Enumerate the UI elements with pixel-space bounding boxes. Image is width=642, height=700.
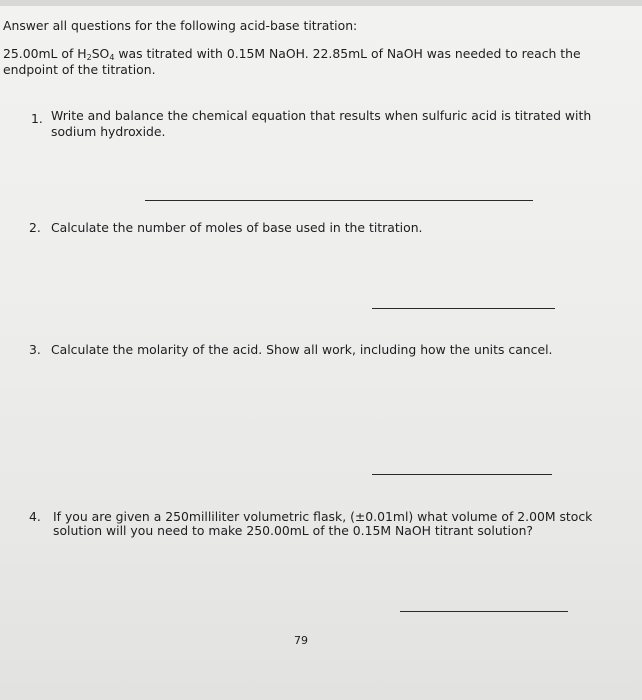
given-info-line-1 [3,46,581,61]
question-4-text-line-2: solution will you need to make 250.00mL of the 0.15M NaOH titrant solution? [53,523,533,538]
given-text-a: 25.00mL of H [3,46,87,61]
question-3-text: Calculate the molarity of the acid. Show all work, including how the units cancel. [51,342,553,357]
subscript-4: 4 [109,53,115,62]
given-text-b: SO [91,46,110,61]
question-3-number: 3. [29,342,41,357]
question-2-number: 2. [29,220,41,235]
question-1-number: 1. [31,111,43,126]
given-text-c: was titrated with 0.15M NaOH. 22.85mL of NaOH was needed to reach the [114,46,581,61]
question-1-answer-line [145,200,533,201]
question-2-answer-line [372,308,555,309]
question-4-answer-line [400,611,568,612]
page-number: 79 [294,634,308,647]
question-4-number: 4. [29,509,41,524]
instructions-heading: Answer all questions for the following acid-base titration: [3,18,358,33]
question-1-text-line-1: Write and balance the chemical equation that results when sulfuric acid is titrated with [51,108,592,123]
question-3-answer-line [372,474,552,475]
top-edge [0,0,642,6]
subscript-2: 2 [86,53,92,62]
given-info-line-2: endpoint of the titration. [3,62,156,77]
question-4-text-line-1: If you are given a 250milliliter volumetric flask, (±0.01ml) what volume of 2.00M stock [53,509,593,524]
question-2-text: Calculate the number of moles of base used in the titration. [51,220,423,235]
question-1-text-line-2: sodium hydroxide. [51,124,166,139]
